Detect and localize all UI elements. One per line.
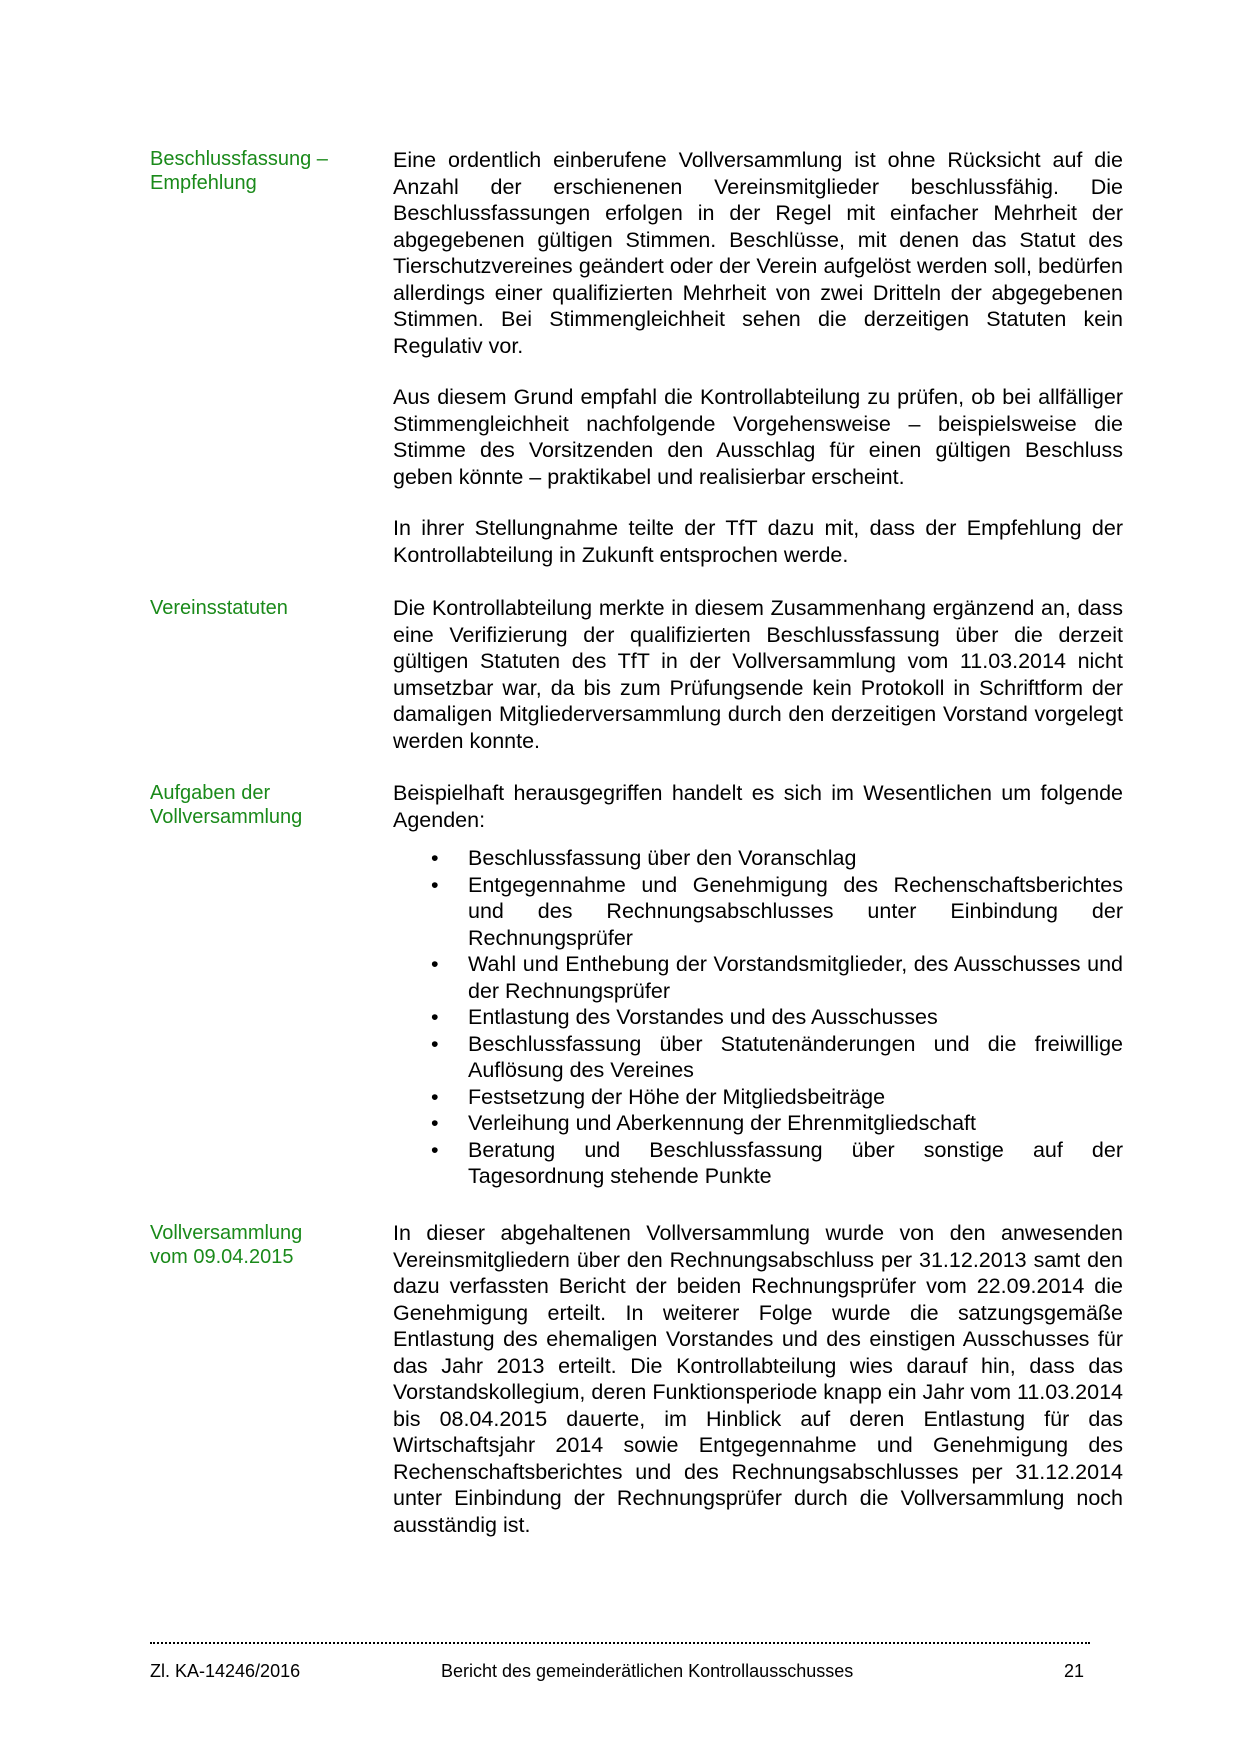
side-label-line: Beschlussfassung – (150, 148, 328, 170)
body-paragraph-beschluss-3 (393, 515, 1123, 568)
side-label-line: Vollversammlung (150, 806, 303, 828)
side-label-beschlussfassung (150, 147, 350, 195)
paragraph-text: Aus diesem Grund empfahl die Kontrollabteilung zu prüfen, ob bei allfälliger Stimmengleichheit nachfolgende Vorgehensweise – beispielsweise die Stimme des Vorsitzenden den Ausschlag für einen gültigen Beschluss geben könnte – praktikabel und realisierbar erscheint. (393, 385, 1123, 489)
agenda-list (393, 845, 1123, 1190)
list-item: • Entlastung des Vorstandes und des Ausschusses (393, 1004, 1123, 1031)
body-paragraph-vollversammlung (393, 1220, 1123, 1538)
body-paragraph-aufgaben-intro (393, 780, 1123, 833)
paragraph-text: In dieser abgehaltenen Vollversammlung wurde von den anwesenden Vereinsmitgliedern über den Rechnungsabschluss per 31.12.2013 samt den dazu verfassten Bericht der beiden Rechnungsprüfer vom 22.09.2014 die Genehmigung erteilt. In weiterer Folge wurde die satzungsgemäße Entlastung des ehemaligen Vorstandes und des einstigen Ausschusses für das Jahr 2013 erteilt. Die Kontrollabteilung wies darauf hin, dass das Vorstandskollegium, deren Funktionsperiode knapp ein Jahr vom 11.03.2014 bis 08.04.2015 dauerte, im Hinblick auf deren Entlastung für das Wirtschaftsjahr 2014 sowie Entgegennahme und Genehmigung des Rechenschaftsberichtes und des Rechnungsabschlusses per 31.12.2014 unter Einbindung der Rechnungsprüfer durch die Vollversammlung noch ausständig ist. (393, 1221, 1123, 1537)
paragraph-text: Eine ordentlich einberufene Vollversammlung ist ohne Rücksicht auf die Anzahl der erschienenen Vereinsmitglieder beschlussfähig. Die Beschlussfassungen erfolgen in der Regel mit einfacher Mehrheit der abgegebenen gültigen Stimmen. Beschlüsse, mit denen das Statut des Tierschutzvereines geändert oder der Verein aufgelöst werden soll, bedürfen allerdings einer qualifizierten Mehrheit von zwei Dritteln der abgegebenen Stimmen. Bei Stimmengleichheit sehen die derzeitigen Statuten kein Regulativ vor. (393, 148, 1123, 358)
side-label-line: Aufgaben der (150, 782, 271, 804)
footer-reference: Zl. KA-14246/2016 (150, 1661, 301, 1681)
footer-title: Bericht des gemeinderätlichen Kontrollausschusses (441, 1661, 854, 1681)
body-paragraph-beschluss-1 (393, 147, 1123, 359)
side-label-line: Vereinsstatuten (150, 597, 288, 619)
list-item: • Verleihung und Aberkennung der Ehrenmitgliedschaft (393, 1110, 1123, 1137)
list-item: • Wahl und Enthebung der Vorstandsmitglieder, des Ausschusses und der Rechnungsprüfer (393, 951, 1123, 1004)
side-label-aufgaben (150, 781, 350, 829)
side-label-vollversammlung (150, 1221, 350, 1269)
side-label-line: Vollversammlung (150, 1222, 303, 1244)
list-item: • Entgegennahme und Genehmigung des Rechenschaftsberichtes und des Rechnungsabschlusses unter Einbindung der Rechnungsprüfer (393, 872, 1123, 952)
paragraph-text: Die Kontrollabteilung merkte in diesem Zusammenhang ergänzend an, dass eine Verifizierung der qualifizierten Beschlussfassung über die derzeit gültigen Statuten des TfT in der Vollversammlung vom 11.03.2014 nicht umsetzbar war, da bis zum Prüfungsende kein Protokoll in Schriftform der damaligen Mitgliederversammlung durch den derzeitigen Vorstand vorgelegt werden konnte. (393, 596, 1123, 753)
body-paragraph-statuten (393, 595, 1123, 754)
page-number: 21 (1064, 1661, 1085, 1681)
list-item: • Beschlussfassung über den Voranschlag (393, 845, 1123, 872)
side-label-vereinsstatuten (150, 596, 350, 620)
side-label-line: vom 09.04.2015 (150, 1246, 294, 1268)
side-label-line: Empfehlung (150, 172, 257, 194)
list-item: • Festsetzung der Höhe der Mitgliedsbeiträge (393, 1084, 1123, 1111)
paragraph-text: In ihrer Stellungnahme teilte der TfT dazu mit, dass der Empfehlung der Kontrollabteilung in Zukunft entsprochen werde. (393, 516, 1123, 567)
body-paragraph-beschluss-2 (393, 384, 1123, 490)
list-item: • Beratung und Beschlussfassung über sonstige auf der Tagesordnung stehende Punkte (393, 1137, 1123, 1190)
list-item: • Beschlussfassung über Statutenänderungen und die freiwillige Auflösung des Vereines (393, 1031, 1123, 1084)
paragraph-text: Beispielhaft herausgegriffen handelt es sich im Wesentlichen um folgende Agenden: (393, 781, 1123, 832)
footer-divider (150, 1642, 1090, 1644)
